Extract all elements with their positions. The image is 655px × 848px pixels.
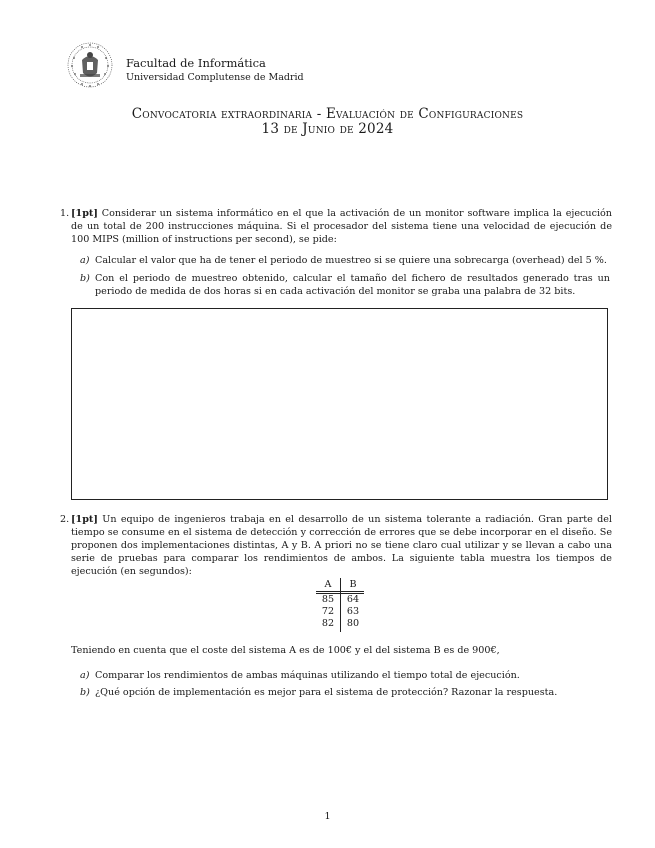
table-cell: 85 xyxy=(321,594,335,605)
table-cell: 72 xyxy=(321,606,335,617)
item-text: Con el periodo de muestreo obtenido, calcular el tamaño del fichero de resultados generado tras un periodo de medida de dos horas si en cada activación del monitor se graba una palabra de 32 bits. xyxy=(95,273,610,297)
question-points: [1pt] xyxy=(71,514,98,525)
item-text: Calcular el valor que ha de tener el periodo de muestreo si se quiere una sobrecarga (overhead) del 5 %. xyxy=(95,255,607,266)
university-seal-icon xyxy=(66,40,114,90)
item-label: a) xyxy=(80,255,90,266)
page-number: 1 xyxy=(324,811,331,822)
table-cell: 82 xyxy=(321,618,335,629)
table-column-rule xyxy=(340,578,341,632)
table-cell: 63 xyxy=(346,606,360,617)
university-name: Universidad Complutense de Madrid xyxy=(126,72,304,83)
faculty-name: Facultad de Informática xyxy=(126,56,266,70)
item-label: b) xyxy=(80,273,90,284)
item-text: Comparar los rendimientos de ambas máquinas utilizando el tiempo total de ejecución. xyxy=(95,670,520,681)
question-number: 2. xyxy=(60,514,70,525)
question-number: 1. xyxy=(60,208,70,219)
question-text xyxy=(71,207,612,246)
exam-date: 13 de Junio de 2024 xyxy=(261,121,394,137)
table-header-a: A xyxy=(324,579,332,590)
item-label: a) xyxy=(80,670,90,681)
question-points: [1pt] xyxy=(71,208,98,219)
table-header-b: B xyxy=(349,579,357,590)
item-label: b) xyxy=(80,687,90,698)
table-cell: 80 xyxy=(346,618,360,629)
exam-title: Convocatoria extraordinaria - Evaluación de Configuraciones xyxy=(131,106,524,122)
question-text xyxy=(71,513,612,578)
item-text: ¿Qué opción de implementación es mejor para el sistema de protección? Razonar la respuesta. xyxy=(95,687,558,698)
cost-note: Teniendo en cuenta que el coste del sistema A es de 100€ y el del sistema B es de 900€, xyxy=(71,645,500,656)
table-cell: 64 xyxy=(346,594,360,605)
question-statement: Un equipo de ingenieros trabaja en el desarrollo de un sistema tolerante a radiación. Gran parte del tiempo se consume en el sistema de detección y corrección de errores que se debe incorporar en el diseño. Se proponen dos implementaciones distintas, A y B. A priori no se tiene claro cual utilizar y se llevan a cabo una serie de pruebas para comparar los rendimientos de ambos. La siguiente tabla muestra los tiempos de ejecución (en segundos): xyxy=(71,514,612,577)
answer-box[interactable] xyxy=(71,308,608,500)
question-statement: Considerar un sistema informático en el que la activación de un monitor software implica la ejecución de un total de 200 instrucciones máquina. Si el procesador del sistema tiene una velocidad de ejecución de 100 MIPS (million of instructions per second), se pide: xyxy=(71,208,612,245)
